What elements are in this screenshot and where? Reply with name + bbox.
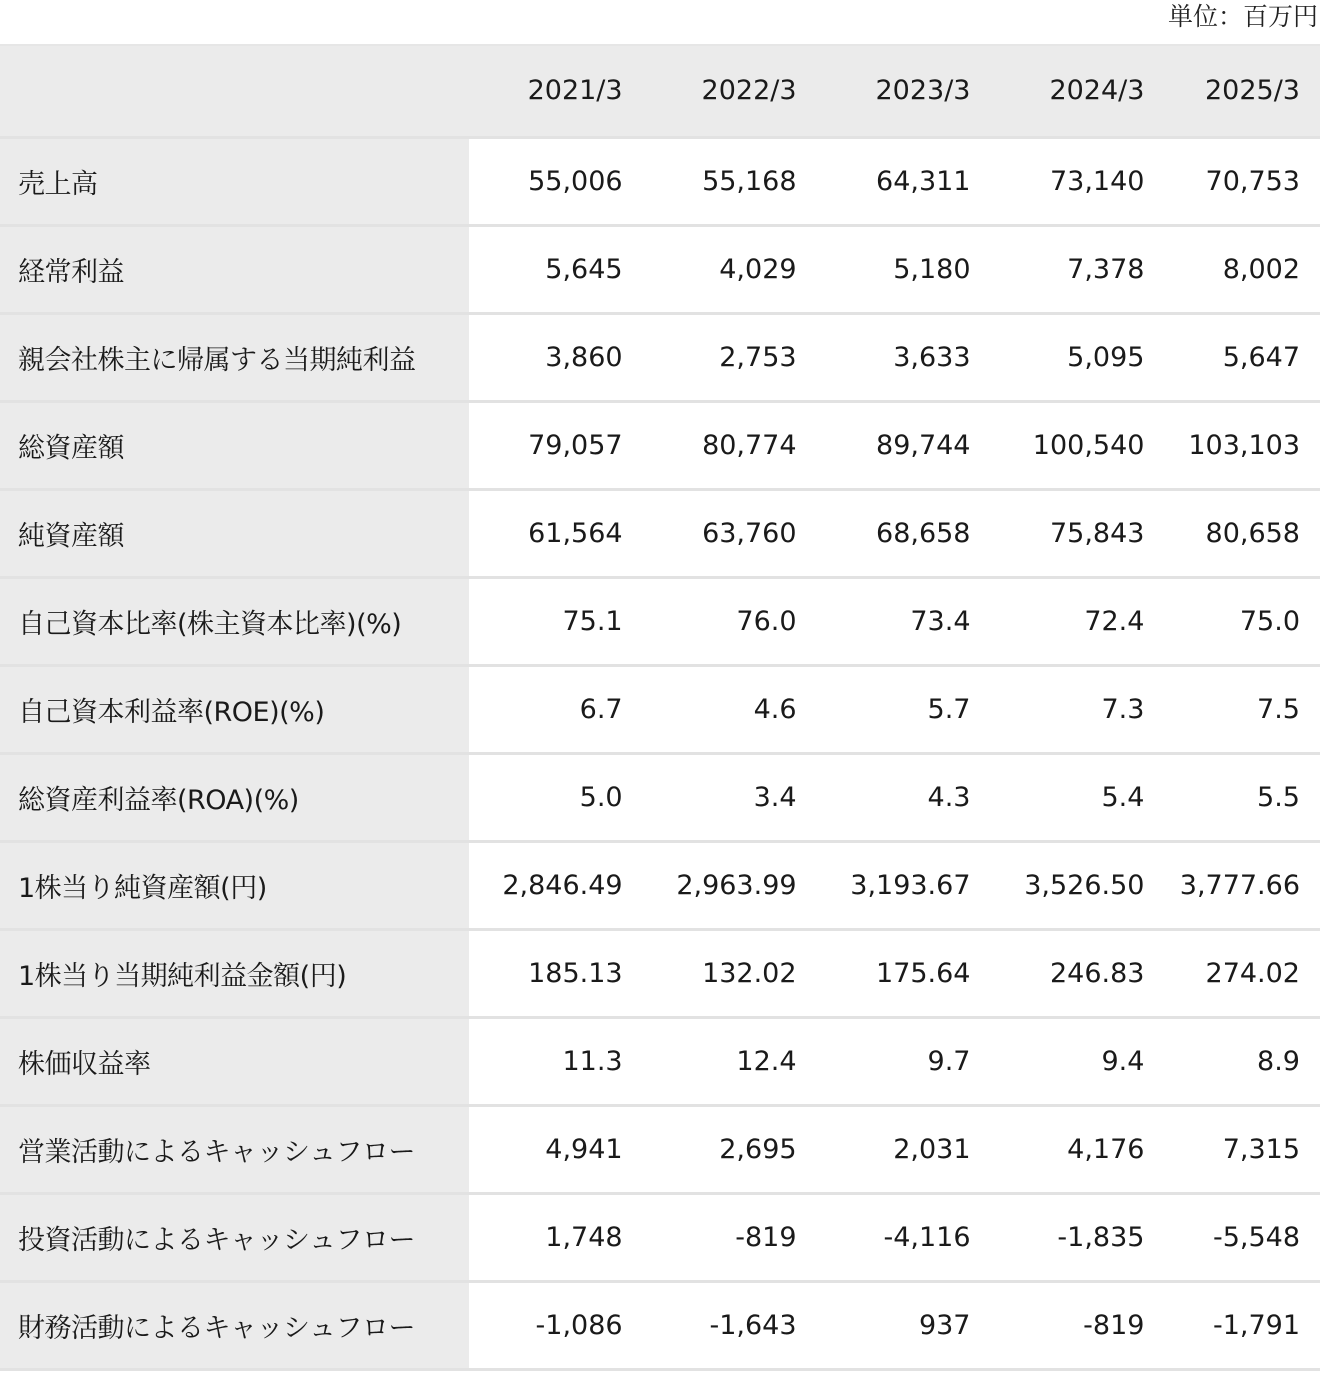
table-row xyxy=(0,489,1320,577)
cell-value: 246.83 xyxy=(991,929,1165,1017)
row-label: 総資産額 xyxy=(0,401,469,489)
row-label: 純資産額 xyxy=(0,489,469,577)
cell-value: 3,193.67 xyxy=(817,841,991,929)
table-row xyxy=(0,577,1320,665)
cell-value: 5,180 xyxy=(817,225,991,313)
cell-value: 185.13 xyxy=(469,929,643,1017)
cell-value: 4,941 xyxy=(469,1105,643,1193)
cell-value: 3,633 xyxy=(817,313,991,401)
cell-value: 5,095 xyxy=(991,313,1165,401)
row-label: 投資活動によるキャッシュフロー xyxy=(0,1193,469,1281)
cell-value: 1,748 xyxy=(469,1193,643,1281)
year-header: 2023/3 xyxy=(817,45,991,137)
row-label: 1株当り純資産額(円) xyxy=(0,841,469,929)
table-row xyxy=(0,313,1320,401)
cell-value: 9.7 xyxy=(817,1017,991,1105)
row-label: 1株当り当期純利益金額(円) xyxy=(0,929,469,1017)
cell-value: 4.3 xyxy=(817,753,991,841)
table-row xyxy=(0,841,1320,929)
cell-value: 7,378 xyxy=(991,225,1165,313)
cell-value: 132.02 xyxy=(643,929,817,1017)
cell-value: -1,791 xyxy=(1164,1281,1320,1369)
table-row xyxy=(0,753,1320,841)
cell-value: 5,647 xyxy=(1164,313,1320,401)
cell-value: 5.0 xyxy=(469,753,643,841)
cell-value: 75.1 xyxy=(469,577,643,665)
row-label: 自己資本比率(株主資本比率)(%) xyxy=(0,577,469,665)
cell-value: 2,846.49 xyxy=(469,841,643,929)
row-label: 経常利益 xyxy=(0,225,469,313)
cell-value: 80,658 xyxy=(1164,489,1320,577)
cell-value: 7,315 xyxy=(1164,1105,1320,1193)
header-corner xyxy=(0,45,469,137)
cell-value: 11.3 xyxy=(469,1017,643,1105)
cell-value: 4,029 xyxy=(643,225,817,313)
row-label: 営業活動によるキャッシュフロー xyxy=(0,1105,469,1193)
row-label: 株価収益率 xyxy=(0,1017,469,1105)
cell-value: 64,311 xyxy=(817,137,991,225)
cell-value: 75.0 xyxy=(1164,577,1320,665)
cell-value: 12.4 xyxy=(643,1017,817,1105)
table-row xyxy=(0,665,1320,753)
row-label: 自己資本利益率(ROE)(%) xyxy=(0,665,469,753)
cell-value: 6.7 xyxy=(469,665,643,753)
financial-summary-table xyxy=(0,44,1320,1371)
cell-value: -1,643 xyxy=(643,1281,817,1369)
cell-value: 2,753 xyxy=(643,313,817,401)
cell-value: 76.0 xyxy=(643,577,817,665)
cell-value: 175.64 xyxy=(817,929,991,1017)
cell-value: 8,002 xyxy=(1164,225,1320,313)
cell-value: 7.5 xyxy=(1164,665,1320,753)
row-label: 親会社株主に帰属する当期純利益 xyxy=(0,313,469,401)
cell-value: 3,526.50 xyxy=(991,841,1165,929)
table-row xyxy=(0,225,1320,313)
cell-value: 2,963.99 xyxy=(643,841,817,929)
cell-value: 5.7 xyxy=(817,665,991,753)
cell-value: 8.9 xyxy=(1164,1017,1320,1105)
cell-value: 72.4 xyxy=(991,577,1165,665)
cell-value: 63,760 xyxy=(643,489,817,577)
cell-value: 3.4 xyxy=(643,753,817,841)
table-row xyxy=(0,929,1320,1017)
cell-value: 68,658 xyxy=(817,489,991,577)
row-label: 財務活動によるキャッシュフロー xyxy=(0,1281,469,1369)
cell-value: 73.4 xyxy=(817,577,991,665)
cell-value: 3,860 xyxy=(469,313,643,401)
cell-value: 55,168 xyxy=(643,137,817,225)
unit-label: 単位：百万円 xyxy=(1167,2,1318,31)
table-row xyxy=(0,1281,1320,1369)
cell-value: 5.5 xyxy=(1164,753,1320,841)
cell-value: -1,835 xyxy=(991,1193,1165,1281)
cell-value: 70,753 xyxy=(1164,137,1320,225)
table-row xyxy=(0,401,1320,489)
table-row xyxy=(0,1105,1320,1193)
cell-value: 4.6 xyxy=(643,665,817,753)
year-header: 2024/3 xyxy=(991,45,1165,137)
cell-value: 2,695 xyxy=(643,1105,817,1193)
table-row xyxy=(0,137,1320,225)
cell-value: 2,031 xyxy=(817,1105,991,1193)
cell-value: 89,744 xyxy=(817,401,991,489)
cell-value: 5.4 xyxy=(991,753,1165,841)
cell-value: 100,540 xyxy=(991,401,1165,489)
cell-value: 55,006 xyxy=(469,137,643,225)
year-header: 2022/3 xyxy=(643,45,817,137)
cell-value: 79,057 xyxy=(469,401,643,489)
row-label: 総資産利益率(ROA)(%) xyxy=(0,753,469,841)
cell-value: 9.4 xyxy=(991,1017,1165,1105)
cell-value: 73,140 xyxy=(991,137,1165,225)
cell-value: -819 xyxy=(991,1281,1165,1369)
cell-value: 7.3 xyxy=(991,665,1165,753)
table-row xyxy=(0,1193,1320,1281)
cell-value: 61,564 xyxy=(469,489,643,577)
header-row xyxy=(0,45,1320,137)
cell-value: 5,645 xyxy=(469,225,643,313)
cell-value: 75,843 xyxy=(991,489,1165,577)
cell-value: 3,777.66 xyxy=(1164,841,1320,929)
cell-value: -819 xyxy=(643,1193,817,1281)
cell-value: -5,548 xyxy=(1164,1193,1320,1281)
year-header: 2021/3 xyxy=(469,45,643,137)
table-row xyxy=(0,1017,1320,1105)
row-label: 売上高 xyxy=(0,137,469,225)
cell-value: 274.02 xyxy=(1164,929,1320,1017)
cell-value: -4,116 xyxy=(817,1193,991,1281)
cell-value: 4,176 xyxy=(991,1105,1165,1193)
cell-value: 937 xyxy=(817,1281,991,1369)
cell-value: 103,103 xyxy=(1164,401,1320,489)
cell-value: 80,774 xyxy=(643,401,817,489)
year-header: 2025/3 xyxy=(1164,45,1320,137)
cell-value: -1,086 xyxy=(469,1281,643,1369)
